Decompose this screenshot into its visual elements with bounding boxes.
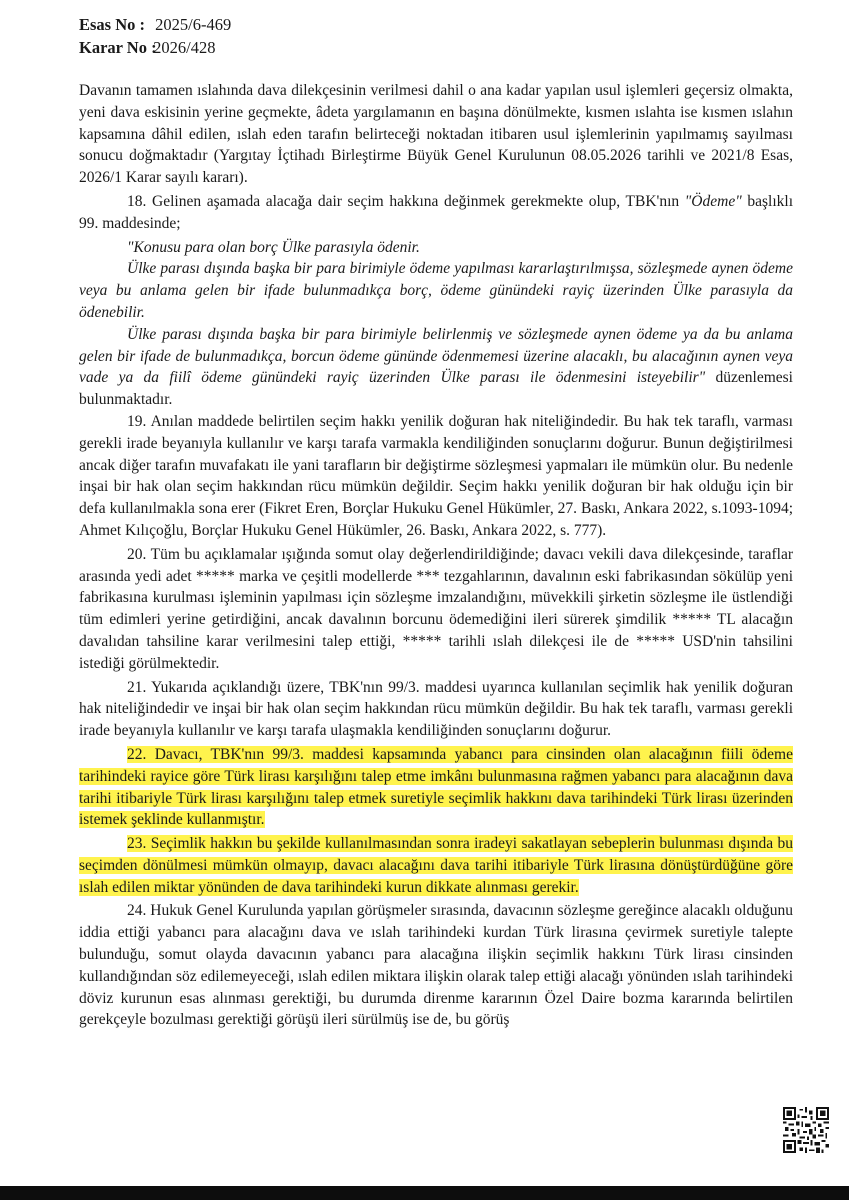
paragraph-19: 19. Anılan maddede belirtilen seçim hakkı yenilik doğuran hak niteliğindedir. Bu hak tek taraflı, varması gerekli irade beyanıyla kullanılır ve karşı tarafa varmakla kendiliğinden sonuçlarını doğurur. Bunun değiştirilmesi ancak diğer tarafın muvafakatı ile yani tarafların bir değiştirme sözleşmesi yapmaları ile mümkün olur. Bu nedenle inşai bir hak olan seçim hakkından rücu mümkün değildir. Seçim hakkı yenilik doğuran bir hak olduğu için bir defa kullanılmakla sona erer (Fikret Eren, Borçlar Hukuku Genel Hükümler, 27. Baskı, Ankara 2022, s.1093-1094; Ahmet Kılıçoğlu, Borçlar Hukuku Genel Hükümler, 26. Baskı, Ankara 2022, s. 777). <box>79 412 793 539</box>
p18-text2: başlıklı 99. maddesinde; <box>79 192 793 232</box>
karar-value: 2026/428 <box>153 38 216 57</box>
quote-line-1: "Konusu para olan borç Ülke parasıyla ödenir. <box>127 238 420 256</box>
paragraph-18 <box>79 191 793 235</box>
quote-line-3-text: Ülke parası dışında başka bir para birimiyle belirlenmiş ve sözleşmede aynen ödeme ya da bu anlama gelen bir ifade de bulunmadıkça, borcun ödeme gününde ödenmemesi üzerine alacaklı, bu alacağının aynen veya vade ya da fiilî ödeme günündeki rayiç üzerinden Ülke parası ile ödenmesini isteyebilir" <box>79 325 793 387</box>
paragraph-intro: Davanın tamamen ıslahında dava dilekçesinin verilmesi dahil o ana kadar yapılan usul işlemleri geçersiz olmakta, yeni dava eskisinin yerine geçmekte, âdeta yargılamanın en başına dönülmekte, kısmen ıslahta ise kısmen ıslahın kapsamına dâhil edilen, ıslah eden tarafın belirteceği noktadan itibaren usul işlemlerinin yapılmamış sayılması sonucu doğmaktadır (Yargıtay İçtihadı Birleştirme Büyük Genel Kurulunun 08.05.2026 tarihli ve 2021/8 Esas, 2026/1 Karar sayılı kararı). <box>79 82 793 187</box>
esas-row <box>79 13 231 36</box>
paragraph-24: 24. Hukuk Genel Kurulunda yapılan görüşmeler sırasında, davacının sözleşme gereğince alacaklı olduğunu iddia ettiği yabancı para alacağını dava ve ıslah tarihindeki kurdan Türk lirasına çevirmek suretiyle talepte bulunduğu, somut olayda davacının yabancı para alacağına ilişkin seçimlik hakkını Türk lirası cinsinden kullandığından söz edilemeyeceği, ıslah edilen miktara ilişkin olarak talep ettiği alacağı yönünden ıslah tarihindeki döviz kurunun esas alınması gerektiği, bu durumda direnme kararının Özel Daire bozma kararında belirtilen gerekçeyle bozulması gerektiği görüşü ileri sürülmüş ise de, bu görüş <box>79 902 793 1029</box>
case-header <box>79 13 231 59</box>
qr-code-icon <box>783 1107 829 1153</box>
highlight-22: 22. Davacı, TBK'nın 99/3. maddesi kapsamında yabancı para cinsinden olan alacağının fiili ödeme tarihindeki rayice göre Türk lirası karşılığını talep etme imkânı bulunmasına rağmen yabancı para alacağının dava tarihi itibariyle Türk lirası karşılığını talep etmek suretiyle seçimlik hakkını dava tarihindeki Türk lirası üzerinden istemek şeklinde kullanmıştır. <box>79 745 793 829</box>
law-quote <box>79 237 793 411</box>
document-body <box>79 80 793 1033</box>
quote-line-2: Ülke parası dışında başka bir para birimiyle ödeme yapılması kararlaştırılmışsa, sözleşmede aynen ödeme veya bu anlama gelen bir ifade bulunmadıkça borç, ödeme günündeki rayiç üzerinden Ülke parasıyla da ödenebilir. <box>79 260 793 321</box>
p18-text: 18. Gelinen aşamada alacağa dair seçim hakkına değinmek gerekmekte olup, TBK'nın <box>127 192 685 210</box>
p18-title: "Ödeme" <box>684 192 742 210</box>
paragraph-22 <box>79 744 793 831</box>
karar-row <box>79 36 231 59</box>
karar-label: Karar No : <box>79 38 157 57</box>
paragraph-21: 21. Yukarıda açıklandığı üzere, TBK'nın 99/3. maddesi uyarınca kullanılan seçimlik hak yenilik doğuran hak niteliğindedir ve inşai bir hak olan seçim hakkından rücu mümkün değildir. Bu hak tek taraflı, varması gerekli irade beyanıyla kullanılır ve karşı tarafa ulaşmakla kendiliğinden sonuçlarını doğurur. <box>79 678 793 740</box>
bottom-edge-bar <box>0 1186 849 1200</box>
quote-tail: düzenlemesi bulunmaktadır. <box>79 369 793 409</box>
quote-line-3 <box>79 324 793 411</box>
paragraph-20: 20. Tüm bu açıklamalar ışığında somut olay değerlendirildiğinde; davacı vekili dava dilekçesinde, taraflar arasında yedi adet ***** marka ve çeşitli modellerde *** tezgahlarının, davalının eski fabrikasından sökülüp yeni fabrikasına kurulması işleminin yapılması için sözleşme imzalandığını, müvekkili şirketin sözleşme ile üstlendiği tüm edimleri yerine getirdiğini, ancak davalının borcunu ödemediğini ileri sürerek şimdilik ***** TL alacağın davalıdan tahsiline karar verilmesini talep ettiği, ***** tarihli ıslah dilekçesi ile de ***** USD'nin tahsilini istediği görülmektedir. <box>79 545 793 672</box>
esas-value: 2025/6-469 <box>155 15 232 34</box>
esas-label: Esas No : <box>79 15 146 34</box>
highlight-23: 23. Seçimlik hakkın bu şekilde kullanılmasından sonra iradeyi sakatlayan sebeplerin bulunması dışında bu seçimden dönülmesi mümkün olmayıp, davacı alacağını dava tarihi itibariyle Türk lirasına dönüştürdüğüne göre ıslah edilen miktar yönünden de dava tarihindeki kurun dikkate alınması gerekir. <box>79 835 793 896</box>
paragraph-23 <box>79 833 793 898</box>
